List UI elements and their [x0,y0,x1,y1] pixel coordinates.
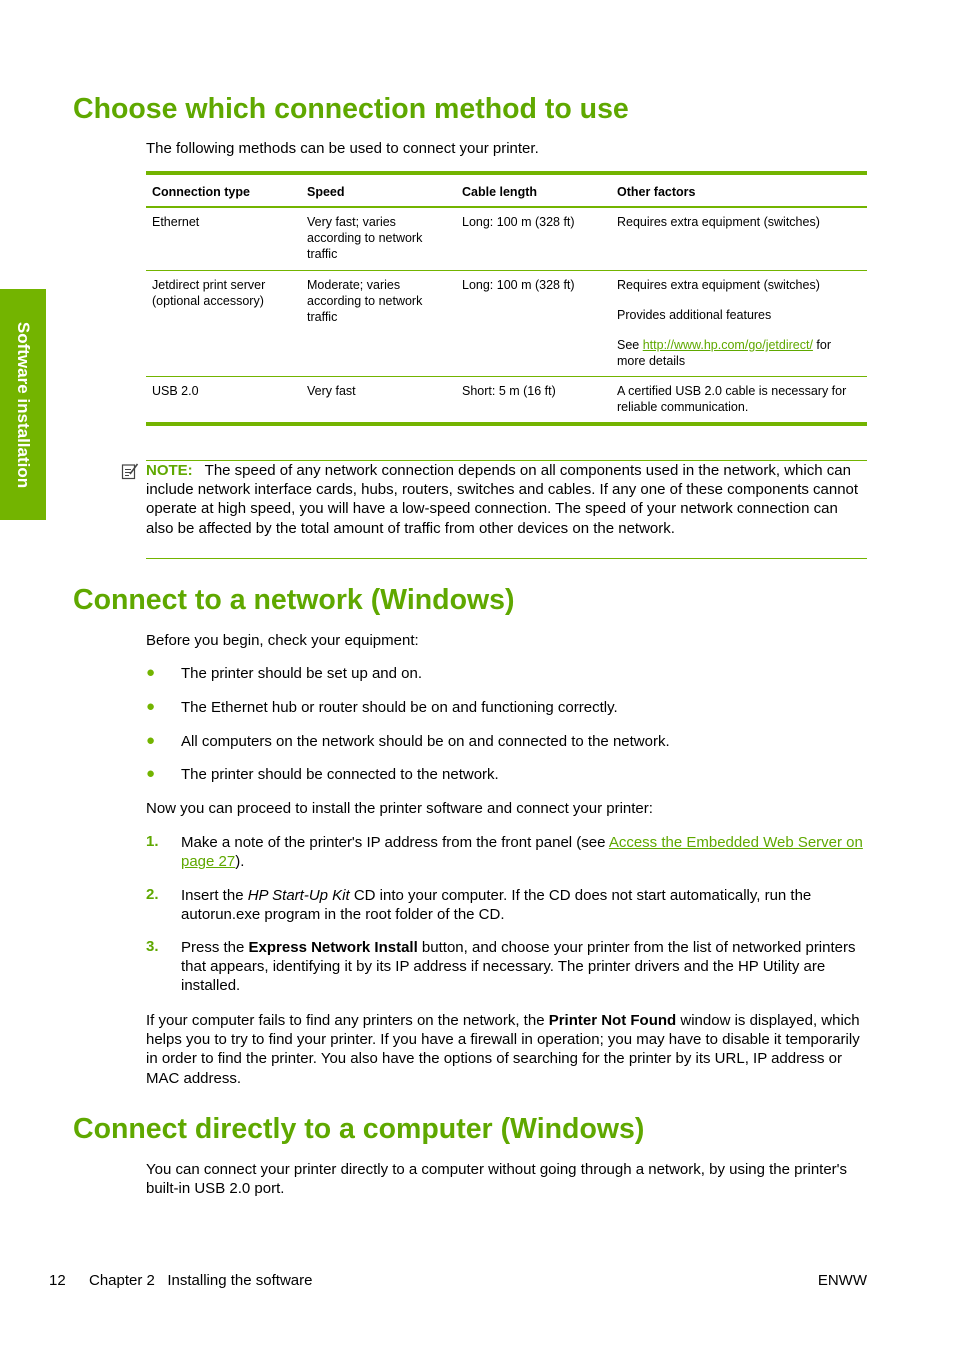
table-cell-other-line: Provides additional features [617,308,772,322]
side-tab-label: Software installation [14,321,33,488]
table-cell-cable: Long: 100 m (328 ft) [462,278,575,292]
table-cell-type: USB 2.0 [152,384,199,398]
table-cell-speed: Very fast; varies according to network traffic [307,215,423,261]
table-cell-other [611,271,867,376]
connection-table [146,171,867,426]
fail-post: window is displayed, which helps you to try to find your printer. If you have a firewall in operation; you may have to disable it temporarily in order to find the printer. You also have the options of searching for the printer by its URL, IP address or MAC address. [146,1012,860,1087]
table-header-cell: Cable length [462,185,538,199]
step-text-pre: Make a note of the printer's IP address from the front panel (see [181,834,609,851]
embedded-web-server-link[interactable]: Access the Embedded Web Server on page 27 [181,834,863,871]
list-item: All computers on the network should be on and connected to the network. [181,733,670,750]
table-header-row [146,175,867,208]
table-cell-cable: Short: 5 m (16 ft) [462,384,556,398]
list-item: The printer should be connected to the network. [181,766,499,783]
step-text [181,833,867,871]
table-cell-other [611,377,867,422]
table-header-cell: Other factors [617,185,696,199]
table-cell-type: Ethernet [152,215,200,229]
table-cell-other-line: Requires extra equipment (switches) [617,215,820,229]
note-block [146,461,867,538]
step-number: 2. [146,886,159,903]
proceed-text: Now you can proceed to install the printer software and connect your printer: [146,800,653,817]
note-label: NOTE: [146,462,193,479]
printer-not-found-paragraph [146,1011,868,1088]
bullet-dot: ● [146,765,156,782]
jetdirect-link[interactable]: http://www.hp.com/go/jetdirect/ [642,338,813,352]
table-cell-type: Jetdirect print server (optional accessory) [152,278,266,308]
list-item: The printer should be set up and on. [181,665,422,682]
bullet-dot: ● [146,664,156,681]
fail-pre: If your computer fails to find any printers on the network, the [146,1012,549,1029]
table-cell-speed: Moderate; varies according to network traffic [307,278,423,324]
section-title-network: Connect to a network (Windows) [73,584,515,616]
section-title-direct: Connect directly to a computer (Windows) [73,1113,645,1145]
table-cell-cable: Long: 100 m (328 ft) [462,215,575,229]
section1-intro: The following methods can be used to connect your printer. [146,140,539,157]
step-text-bold: Express Network Install [248,939,418,956]
bullet-dot: ● [146,698,156,715]
page-number: 12 [49,1272,66,1289]
step-text-pre: Press the [181,939,249,956]
see-prefix: See [617,338,643,352]
step-number: 1. [146,833,159,850]
table-cell-other [611,208,867,270]
table-row [146,376,867,422]
step-text-post: button, and choose your printer from the list of networked printers that appears, identifying it by its IP address if necessary. The printer drivers and the HP Utility are installed. [181,939,856,995]
bullet-dot: ● [146,732,156,749]
see-suffix: for more details [617,338,835,368]
step-text-italic: HP Start-Up Kit [247,887,350,904]
table-header-cell: Speed [307,185,345,199]
step-text-post: ). [235,853,245,871]
step-number: 3. [146,938,159,955]
footer-chapter: Chapter 2 Installing the software [89,1272,313,1289]
note-text: The speed of any network connection depends on all components used in the network, which can include network interface cards, hubs, routers, switches and cables. If any one of these components cannot operate at high speed, you will have a low-speed connection. The speed of your network connection can also be affected by the total amount of traffic from other devices on the network. [146,462,859,537]
table-row [146,270,867,376]
step-text [181,886,867,924]
table-cell-other-line: Requires extra equipment (switches) [617,278,820,292]
fail-bold: Printer Not Found [548,1012,677,1029]
note-icon [121,462,139,480]
side-tab [0,289,46,520]
step-text [181,938,867,996]
step-text-pre: Insert the [181,887,248,904]
table-cell-other-line: A certified USB 2.0 cable is necessary for reliable communication. [617,384,847,414]
step-text-post: CD into your computer. If the CD does not start automatically, run the autorun.exe program in the root folder of the CD. [181,887,812,924]
section3-intro: You can connect your printer directly to a computer without going through a network, by using the printer's built-in USB 2.0 port. [146,1161,848,1198]
table-row [146,208,867,270]
list-item: The Ethernet hub or router should be on and functioning correctly. [181,699,618,716]
table-cell-speed: Very fast [307,384,356,398]
footer-enww: ENWW [817,1272,867,1289]
table-header-cell: Connection type [152,185,250,199]
section-title-connection-method: Choose which connection method to use [73,93,629,125]
note-bottom-rule [146,558,867,559]
section2-intro: Before you begin, check your equipment: [146,632,419,649]
